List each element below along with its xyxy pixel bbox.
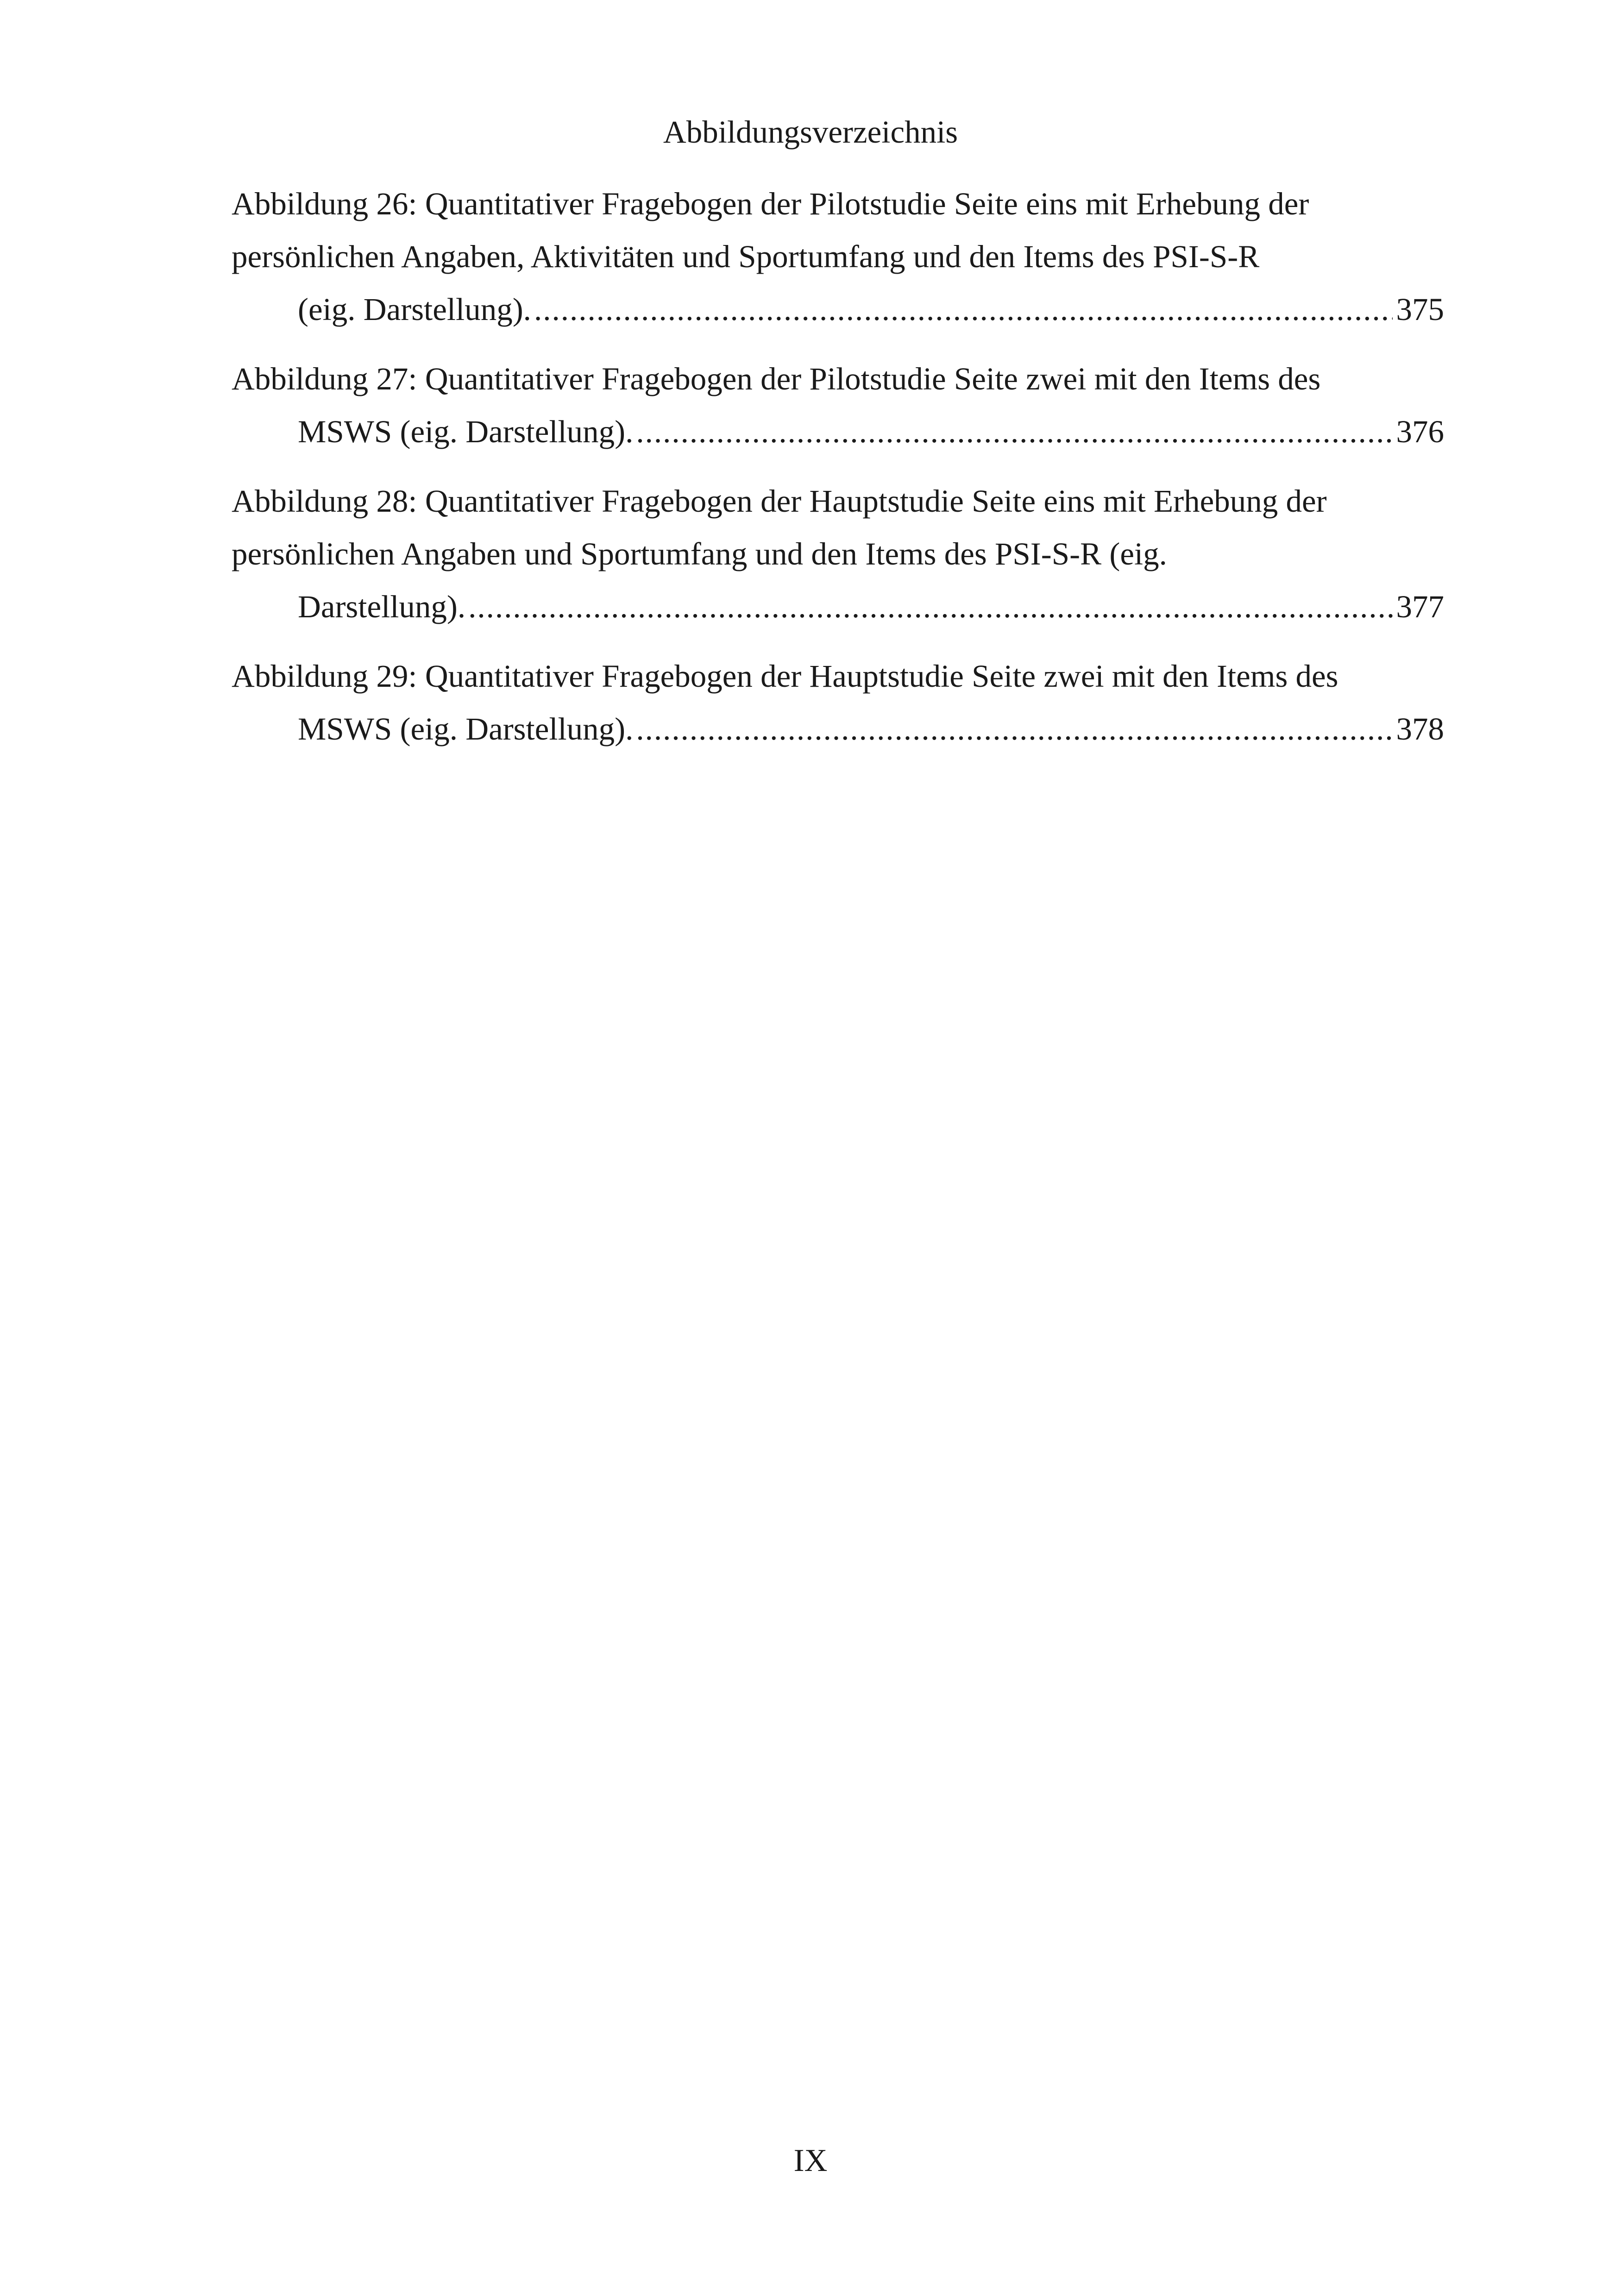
toc-entry-text-line: Abbildung 26: Quantitativer Fragebogen der Pilotstudie Seite eins mit Erhebung der — [232, 186, 1309, 221]
toc-entry-last-line — [298, 405, 1444, 458]
toc-entry-text-line: Darstellung). — [298, 589, 466, 624]
dot-leader — [636, 703, 1392, 755]
toc-entry-last-line — [298, 283, 1444, 336]
dot-leader — [636, 405, 1392, 458]
toc-entry-abbildung-26[interactable] — [232, 177, 1444, 336]
toc-entry-abbildung-27[interactable] — [232, 352, 1444, 458]
toc-entry-page-number[interactable]: 378 — [1396, 711, 1444, 747]
toc-entry-page-number[interactable]: 376 — [1396, 414, 1444, 449]
page-number: IX — [793, 2143, 828, 2178]
toc-entry-text-line: Abbildung 29: Quantitativer Fragebogen der Hauptstudie Seite zwei mit den Items des — [232, 659, 1338, 694]
toc-entry-abbildung-29[interactable] — [232, 650, 1444, 755]
toc-entry-abbildung-28[interactable] — [232, 475, 1444, 633]
toc-entry-text-line: MSWS (eig. Darstellung). — [298, 414, 634, 449]
toc-entry-page-number[interactable]: 375 — [1396, 292, 1444, 327]
toc-entry-page-number[interactable]: 377 — [1396, 589, 1444, 624]
list-of-figures — [232, 177, 1444, 755]
toc-entry-text-line: MSWS (eig. Darstellung). — [298, 711, 634, 747]
toc-entry-last-line — [298, 580, 1444, 633]
dot-leader — [534, 283, 1393, 336]
toc-entry-text-line: persönlichen Angaben und Sportumfang und den Items des PSI-S-R (eig. — [232, 536, 1167, 571]
toc-entry-text-line: Abbildung 28: Quantitativer Fragebogen der Hauptstudie Seite eins mit Erhebung der — [232, 483, 1327, 519]
toc-entry-text-line: Abbildung 27: Quantitativer Fragebogen der Pilotstudie Seite zwei mit den Items des — [232, 361, 1321, 396]
toc-entry-text-line: (eig. Darstellung). — [298, 292, 531, 327]
toc-entry-text-line: persönlichen Angaben, Aktivitäten und Sportumfang und den Items des PSI-S-R — [232, 239, 1260, 274]
dot-leader — [468, 580, 1392, 633]
toc-entry-last-line — [298, 703, 1444, 755]
page-header-title: Abbildungsverzeichnis — [663, 114, 958, 150]
